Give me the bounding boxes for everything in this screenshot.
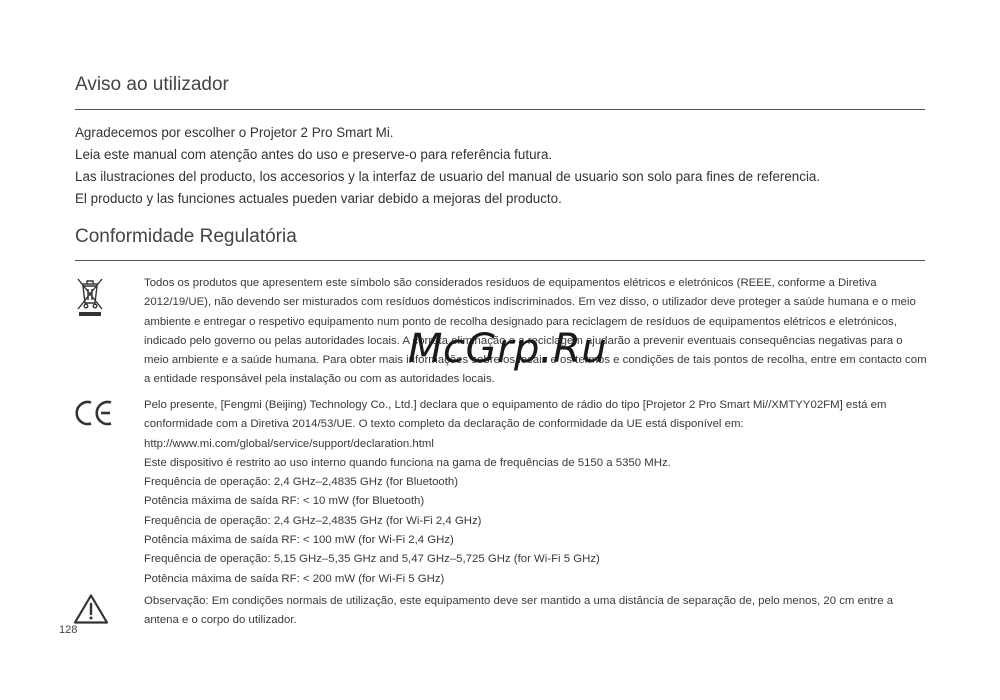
declaration-url: http://www.mi.com/global/service/support/declaration.html: [144, 437, 434, 450]
intro-paragraphs: [75, 122, 925, 210]
ce-line: Potência máxima de saída RF: < 100 mW (for Wi-Fi 2,4 GHz): [144, 534, 454, 547]
intro-line: Leia este manual com atenção antes do uso e preserve-o para referência futura.: [75, 147, 553, 162]
crossed-out-wheelie-bin-icon: [75, 276, 105, 323]
watermark: McGrp.Ru: [408, 326, 608, 372]
ce-line: Potência máxima de saída RF: < 10 mW (for Bluetooth): [144, 495, 425, 508]
weee-text: Todos os produtos que apresentem este símbolo são considerados resíduos de equipamentos elétricos e eletrónicos (REEE, conforme a Diretiva 2012/19/UE), não devendo ser misturados com resíduos domésticos indiscriminados. Em vez disso, o utilizador deve proteger a saúde humana e o meio ambiente e entregar o respetivo equipamento num ponto de recolha designado para reciclagem de resíduos de equipamentos elétricos e eletrónicos, indicado pelo governo ou pelas autoridades locais. A correta eliminação e a reciclagem ajudarão a prevenir eventuais consequências negativas para o meio ambiente e a saúde humana. Para obter mais informações sobre os locais e os termos e condições de tais pontos de recolha, entre em contacto com a entidade responsável pela instalação ou com as autoridades locais.: [144, 277, 927, 386]
ce-mark-icon: [74, 398, 116, 433]
section-divider: [75, 109, 925, 110]
ce-line: Este dispositivo é restrito ao uso interno quando funciona na gama de frequências de 5150 a 5350 MHz.: [144, 456, 671, 469]
ce-line: Frequência de operação: 2,4 GHz–2,4835 GHz (for Wi-Fi 2,4 GHz): [144, 514, 482, 527]
ce-line: Frequência de operação: 2,4 GHz–2,4835 GHz (for Bluetooth): [144, 476, 459, 489]
warning-triangle-icon: [73, 593, 109, 630]
ce-declaration: [144, 396, 929, 589]
intro-line: El producto y las funciones actuales pueden variar debido a mejoras del producto.: [75, 191, 562, 206]
warning-text: Observação: Em condições normais de utilização, este equipamento deve ser mantido a uma distância de separação de, pelo menos, 20 cm entre a antena e o corpo do utilizador.: [144, 595, 894, 627]
intro-line: Las ilustraciones del producto, los accesorios y la interfaz de usuario del manual de usuario son solo para fines de referencia.: [75, 169, 821, 184]
intro-line: Agradecemos por escolher o Projetor 2 Pro Smart Mi.: [75, 125, 394, 140]
section-title-aviso: Aviso ao utilizador: [75, 74, 229, 95]
page-number: 128: [59, 624, 78, 636]
ce-line: Pelo presente, [Fengmi (Beijing) Technology Co., Ltd.] declara que o equipamento de rádio do tipo [Projetor 2 Pro Smart Mi//XMTYY02FM] está em conformidade com a Diretiva 2014/53/UE. O texto completo da declaração de conformidade da UE está disponível em:: [144, 399, 887, 431]
section-title-conformidade: Conformidade Regulatória: [75, 226, 297, 247]
ce-line: Potência máxima de saída RF: < 200 mW (for Wi-Fi 5 GHz): [144, 572, 445, 585]
ce-line: Frequência de operação: 5,15 GHz–5,35 GHz and 5,47 GHz–5,725 GHz (for Wi-Fi 5 GHz): [144, 553, 600, 566]
warning-notice: [144, 592, 929, 631]
section-divider: [75, 260, 925, 261]
